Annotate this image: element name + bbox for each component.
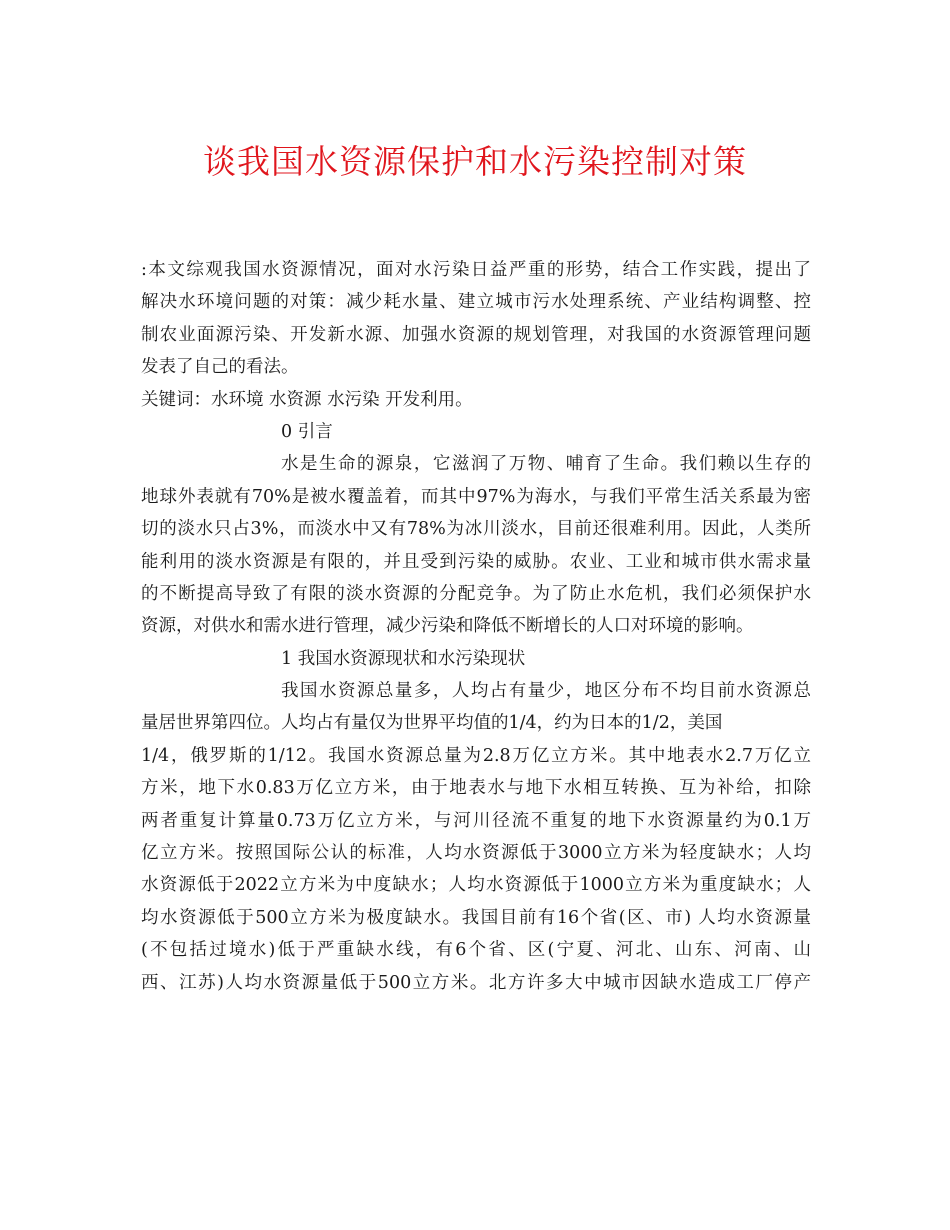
paragraph-line: 的不断提高导致了有限的淡水资源的分配竞争。为了防止水危机，我们必须保护水: [141, 583, 811, 604]
paragraph-line: 水资源低于2022立方米为中度缺水；人均水资源低于1000立方米为重度缺水；人: [141, 875, 811, 896]
status-paragraph: [141, 675, 811, 999]
document-body: [141, 254, 811, 999]
abstract-line: :本文综观我国水资源情况，面对水污染日益严重的形势，结合工作实践，提出了: [141, 260, 811, 280]
abstract-line: 制农业面源污染、开发新水源、加强水资源的规划管理，对我国的水资源管理问题: [141, 324, 811, 345]
paragraph-line: 亿立方米。按照国际公认的标准，人均水资源低于3000立方米为轻度缺水；人均: [141, 843, 811, 864]
paragraph-line: 1/4，俄罗斯的1/12。我国水资源总量为2.8万亿立方米。其中地表水2.7万亿立: [141, 745, 811, 766]
paragraph-line: 均水资源低于500立方米为极度缺水。我国目前有16个省(区、市) 人均水资源量: [141, 907, 811, 928]
section-heading-status: 1 我国水资源现状和水污染现状: [281, 648, 526, 669]
paragraph-line: 方米，地下水0.83万亿立方米，由于地表水与地下水相互转换、互为补给，扣除: [141, 778, 811, 799]
paragraph-line: 地球外表就有70%是被水覆盖着，而其中97%为海水，与我们平常生活关系最为密: [141, 486, 811, 507]
paragraph-line: 两者重复计算量0.73万亿立方米，与河川径流不重复的地下水资源量约为0.1万: [141, 810, 811, 831]
paragraph-line: 西、江苏)人均水资源量低于500立方米。北方许多大中城市因缺水造成工厂停产: [141, 972, 811, 993]
document-title: 谈我国水资源保护和水污染控制对策: [203, 142, 747, 181]
paragraph-line: 我国水资源总量多，人均占有量少，地区分布不均目前水资源总: [281, 681, 811, 702]
paragraph-line: 量居世界第四位。人均占有量仅为世界平均值的1/4，约为日本的1/2，美国: [141, 713, 723, 734]
paragraph-line: 水是生命的源泉，它滋润了万物、哺育了生命。我们赖以生存的: [281, 454, 811, 475]
introduction-paragraph: [141, 448, 811, 642]
paragraph-line: (不包括过境水)低于严重缺水线，有6个省、区(宁夏、河北、山东、河南、山: [141, 940, 811, 961]
paragraph-line: 能利用的淡水资源是有限的，并且受到污染的威胁。农业、工业和城市供水需求量: [141, 551, 811, 572]
paragraph-line: 切的淡水只占3%，而淡水中又有78%为冰川淡水，目前还很难利用。因此，人类所: [141, 519, 811, 540]
abstract: [141, 254, 811, 384]
abstract-line: 解决水环境问题的对策：减少耗水量、建立城市污水处理系统、产业结构调整、控: [141, 292, 811, 313]
section-heading-introduction: 0 引言: [281, 421, 333, 442]
abstract-line: 发表了自己的看法。: [141, 357, 299, 378]
paragraph-line: 资源，对供水和需水进行管理，减少污染和降低不断增长的人口对环境的影响。: [141, 616, 754, 637]
keywords: 关键词：水环境 水资源 水污染 开发利用。: [141, 389, 473, 410]
